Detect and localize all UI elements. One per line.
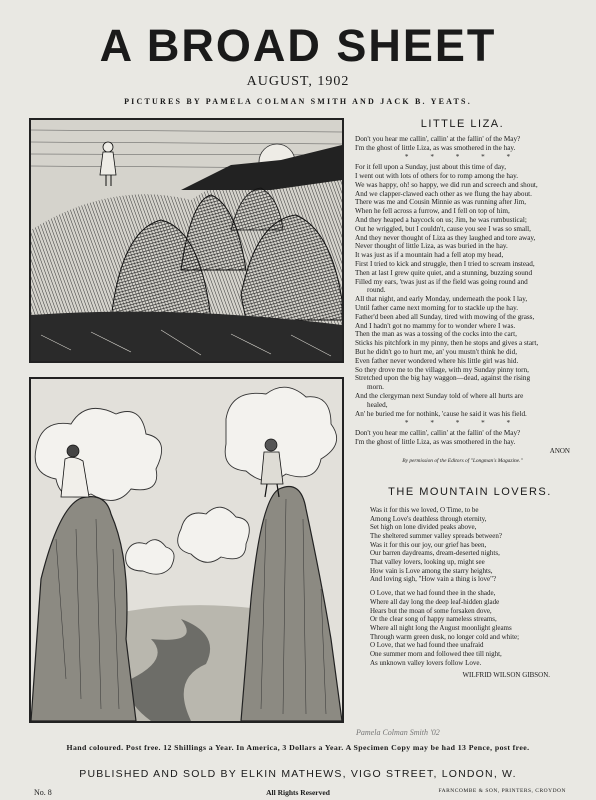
poem-line: We was happy, oh! so happy, we did run and screech and shout, bbox=[355, 180, 538, 189]
poem-line: Don't you hear me callin', callin' at the fallin' of the May? bbox=[355, 429, 521, 438]
poem-line: Sticks his pitchfork in my pinny, then he stops and gives a start, bbox=[355, 339, 539, 348]
poem-line: And they never thought of Liza as they laughed and tore away, bbox=[355, 233, 536, 242]
poem-body bbox=[355, 135, 570, 447]
poem-line: That valley lovers, looking up, might see bbox=[370, 558, 485, 567]
poem-line: And I hadn't got no mammy for to wonder where I was. bbox=[355, 321, 516, 330]
poem-line: The sheltered summer valley spreads between? bbox=[370, 531, 502, 540]
poem-line: Among Love's deathless through eternity, bbox=[370, 514, 487, 523]
poem-stanza bbox=[370, 506, 570, 584]
poem-line: Don't you hear me callin', callin' at the fallin' of the May? bbox=[355, 134, 521, 143]
poem-line: So they drove me to the village, with my Sunday pinny torn, bbox=[355, 365, 529, 374]
poem-line: Our barren daydreams, dream-deserted nights, bbox=[370, 549, 500, 558]
poem-line: round. bbox=[367, 286, 386, 295]
poem-line: Until father came next morning for to stackle up the hay. bbox=[355, 303, 518, 312]
poem-author: ANON bbox=[549, 446, 570, 455]
issue-date: AUGUST, 1902 bbox=[246, 74, 350, 89]
poem-line: Father'd been abed all Sunday, tired with mowing of the grass, bbox=[355, 312, 535, 321]
poem-line: I went out with lots of others for to romp among the hay. bbox=[355, 171, 519, 180]
poem-line: All that night, and early Monday, underneath the pook I lay, bbox=[355, 295, 528, 304]
poem-mountain-lovers bbox=[370, 488, 570, 680]
poem-line: When he fell across a furrow, and I fell on top of him, bbox=[355, 207, 510, 216]
poem-little-liza bbox=[355, 120, 570, 466]
poem-line: Then the man as was a tossing of the cocks into the cart, bbox=[355, 330, 517, 339]
poem-line: First I tried to kick and struggle, then I tried to scream instead, bbox=[355, 259, 535, 268]
poem-line: Was it for this we loved, O Time, to be bbox=[370, 505, 479, 514]
poem-title: THE MOUNTAIN LOVERS. bbox=[388, 486, 552, 498]
poem-line: I'm the ghost of little Liza, as was smothered in the hay. bbox=[355, 143, 516, 152]
haystack-drawing bbox=[31, 120, 342, 361]
poem-line: Never thought of little Liza, as was buried in the hay. bbox=[355, 242, 508, 251]
poem-line: Out he wriggled, but I couldn't, cause you see I was so small, bbox=[355, 224, 531, 233]
poem-line: How vain is Love among the starry heights, bbox=[370, 566, 493, 575]
subscription-terms: Hand coloured. Post free. 12 Shillings a Year. In America, 3 Dollars a Year. A Specimen Copy may be had 13 Pence, post free. bbox=[66, 743, 530, 752]
picture-credits: PICTURES BY PAMELA COLMAN SMITH AND JACK B. YEATS. bbox=[124, 97, 472, 106]
permission-note: By permission of the Editors of "Longman's Magazine." bbox=[402, 458, 523, 465]
poem-title: LITTLE LIZA. bbox=[420, 118, 505, 130]
poem-line: It was just as if a mountain had a fell atop my head, bbox=[355, 251, 504, 260]
poem-author: WILFRID WILSON GIBSON. bbox=[462, 671, 550, 680]
poem-line: There was me and Cousin Minnie as was running after Jim, bbox=[355, 198, 527, 207]
poem-line: But he didn't go to hurt me, an' you mustn't think he did, bbox=[355, 347, 517, 356]
mountain-lovers-illustration bbox=[29, 377, 344, 723]
haystack-illustration bbox=[29, 118, 344, 363]
poem-line: O Love, that we had found thee in the shade, bbox=[370, 589, 496, 598]
poem-line: And we clapper-clawed each other as we flung the hay about. bbox=[355, 189, 532, 198]
poem-line: As unknown valley lovers follow Love. bbox=[370, 658, 482, 667]
poem-line: Then at last I grew quite quiet, and a stunning, buzzing sound bbox=[355, 268, 533, 277]
poem-line: An' he buried me for nothink, 'cause he said it was his field. bbox=[355, 409, 527, 418]
poem-line: Was it for this our joy, our grief has been, bbox=[370, 540, 487, 549]
poem-line: Where all day long the deep leaf-hidden glade bbox=[370, 597, 500, 606]
stanza-divider: * * * * * bbox=[404, 153, 521, 162]
poem-line: And loving sigh, "How vain a thing is love"? bbox=[370, 575, 497, 584]
poem-line: And the clergyman next Sunday told of where all hurts are bbox=[355, 391, 524, 400]
poem-line: For it fell upon a Sunday, just about this time of day, bbox=[355, 163, 506, 172]
artist-signature: Pamela Colman Smith '02 bbox=[356, 728, 440, 737]
stanza-divider: * * * * * bbox=[404, 419, 521, 428]
poem-line: One summer morn and followed thee till night, bbox=[370, 650, 502, 659]
mountain-lovers-drawing bbox=[31, 379, 342, 721]
rights-notice: All Rights Reserved bbox=[266, 788, 330, 797]
poem-line: I'm the ghost of little Liza, as was smothered in the hay. bbox=[355, 437, 516, 446]
poem-line: morn. bbox=[367, 383, 384, 392]
poem-line: Even father never wondered where his little girl was hid. bbox=[355, 356, 519, 365]
poem-line: And they heaped a haycock on us; Jim, he was rumbustical; bbox=[355, 215, 527, 224]
issue-number: No. 8 bbox=[34, 788, 52, 797]
poem-line: Or the clear song of happy nameless streams, bbox=[370, 615, 497, 624]
masthead-title: A BROAD SHEET bbox=[99, 20, 497, 71]
poem-line: Filled my ears, 'twas just as if the field was going round and bbox=[355, 277, 528, 286]
poem-line: healed, bbox=[367, 400, 388, 409]
poem-stanza bbox=[370, 589, 570, 667]
poem-line: Stretched upon the big hay waggon—dead, against the rising bbox=[355, 374, 531, 383]
printer-credit: FARNCOMBE & SON, PRINTERS, CROYDON bbox=[438, 788, 566, 794]
poem-line: Through warm green dusk, no longer cold and white; bbox=[370, 632, 520, 641]
publisher-line: PUBLISHED AND SOLD BY ELKIN MATHEWS, VIGO STREET, LONDON, W. bbox=[79, 768, 517, 780]
poem-line: Set high on lone divided peaks above, bbox=[370, 523, 477, 532]
poem-line: Hears but the moan of some forsaken dove, bbox=[370, 606, 492, 615]
poem-line: O Love, that we had found thee unafraid bbox=[370, 641, 484, 650]
poem-line: Where all night long the August moonlight gleams bbox=[370, 623, 512, 632]
